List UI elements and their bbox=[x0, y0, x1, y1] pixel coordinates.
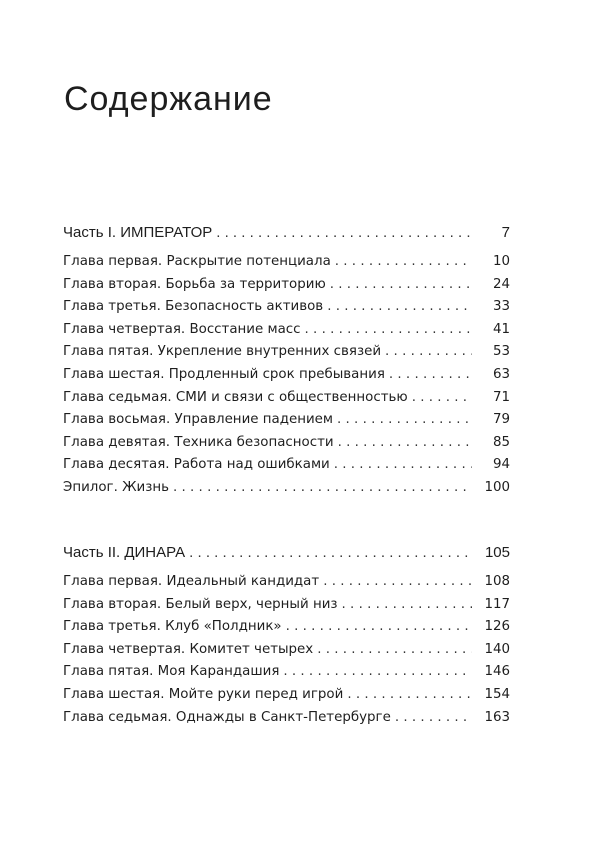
dot-leader bbox=[286, 619, 472, 634]
toc-entry bbox=[63, 344, 510, 367]
toc-entry bbox=[63, 480, 510, 503]
toc-part-1 bbox=[63, 224, 510, 503]
toc-entry bbox=[63, 412, 510, 435]
dot-leader bbox=[342, 597, 472, 612]
entry-title: Глава девятая. Техника безопасности bbox=[63, 434, 334, 450]
toc-entry bbox=[63, 435, 510, 458]
page-number: 117 bbox=[484, 596, 510, 612]
dot-leader bbox=[323, 574, 472, 589]
entry-title: Глава третья. Клуб «Полдник» bbox=[63, 619, 282, 635]
dot-leader bbox=[385, 344, 472, 359]
entry-title: Глава вторая. Борьба за территорию bbox=[63, 276, 326, 292]
entry-title: Часть II. ДИНАРА bbox=[63, 544, 186, 561]
dot-leader bbox=[395, 710, 472, 725]
toc-entry bbox=[63, 687, 510, 710]
toc-entry bbox=[63, 277, 510, 300]
toc-entry bbox=[63, 597, 510, 620]
page-number: 94 bbox=[492, 457, 510, 473]
entry-title: Глава десятая. Работа над ошибками bbox=[63, 457, 330, 473]
page-number: 140 bbox=[484, 641, 510, 657]
dot-leader bbox=[412, 390, 472, 405]
dot-leader bbox=[305, 322, 472, 337]
page-number: 154 bbox=[484, 686, 510, 702]
toc-entry bbox=[63, 390, 510, 413]
entry-title: Глава седьмая. Однажды в Санкт-Петербурге bbox=[63, 709, 391, 725]
toc-entry bbox=[63, 299, 510, 322]
page-number: 10 bbox=[492, 254, 510, 269]
dot-leader bbox=[189, 544, 472, 561]
entry-title: Глава пятая. Укрепление внутренних связей bbox=[63, 344, 382, 360]
dot-leader bbox=[335, 254, 472, 269]
toc-entry bbox=[63, 642, 510, 665]
page-number: 24 bbox=[492, 276, 510, 292]
page-number: 53 bbox=[492, 344, 510, 360]
entry-title: Глава первая. Раскрытие потенциала bbox=[63, 254, 331, 269]
dot-leader bbox=[347, 687, 472, 702]
page-title: Содержание bbox=[64, 80, 273, 118]
page-number: 7 bbox=[501, 224, 510, 241]
dot-leader bbox=[389, 367, 472, 382]
page-number: 63 bbox=[492, 366, 510, 382]
entry-title: Глава седьмая. СМИ и связи с общественностью bbox=[63, 389, 408, 405]
page-number: 108 bbox=[484, 574, 510, 589]
entry-title: Глава четвертая. Комитет четырех bbox=[63, 641, 314, 657]
entry-title: Глава шестая. Продленный срок пребывания bbox=[63, 366, 385, 382]
toc-entry bbox=[63, 367, 510, 390]
page-number: 79 bbox=[492, 412, 510, 428]
dot-leader bbox=[317, 642, 472, 657]
toc-part-heading bbox=[63, 224, 510, 246]
entry-title: Глава третья. Безопасность активов bbox=[63, 299, 324, 315]
toc-entry bbox=[63, 574, 510, 597]
toc-entry bbox=[63, 664, 510, 687]
entry-title: Глава первая. Идеальный кандидат bbox=[63, 574, 320, 589]
entry-title: Эпилог. Жизнь bbox=[63, 479, 170, 495]
entry-title: Глава четвертая. Восстание масс bbox=[63, 321, 301, 337]
toc-entry bbox=[63, 254, 510, 277]
page-number: 33 bbox=[492, 299, 510, 315]
dot-leader bbox=[334, 457, 472, 472]
page-number: 85 bbox=[492, 434, 510, 450]
entry-title: Глава шестая. Мойте руки перед игрой bbox=[63, 686, 344, 702]
dot-leader bbox=[330, 277, 472, 292]
toc-part-2 bbox=[63, 544, 510, 732]
page-number: 163 bbox=[484, 709, 510, 725]
entry-title: Часть I. ИМПЕРАТОР bbox=[63, 224, 213, 241]
page-number: 126 bbox=[484, 619, 510, 635]
dot-leader bbox=[283, 664, 472, 679]
page-number: 105 bbox=[484, 544, 510, 561]
entry-title: Глава восьмая. Управление падением bbox=[63, 412, 334, 428]
entry-title: Глава пятая. Моя Карандашия bbox=[63, 664, 280, 680]
page-number: 146 bbox=[484, 664, 510, 680]
toc-part-heading bbox=[63, 544, 510, 566]
entry-title: Глава вторая. Белый верх, черный низ bbox=[63, 596, 338, 612]
dot-leader bbox=[216, 224, 472, 241]
dot-leader bbox=[338, 435, 472, 450]
dot-leader bbox=[327, 299, 472, 314]
dot-leader bbox=[337, 412, 472, 427]
toc-entry bbox=[63, 457, 510, 480]
page-number: 100 bbox=[484, 479, 510, 495]
page-number: 71 bbox=[492, 389, 510, 405]
dot-leader bbox=[173, 480, 472, 495]
toc-entry bbox=[63, 322, 510, 345]
toc-entry bbox=[63, 619, 510, 642]
toc-entry bbox=[63, 710, 510, 733]
page-number: 41 bbox=[492, 321, 510, 337]
